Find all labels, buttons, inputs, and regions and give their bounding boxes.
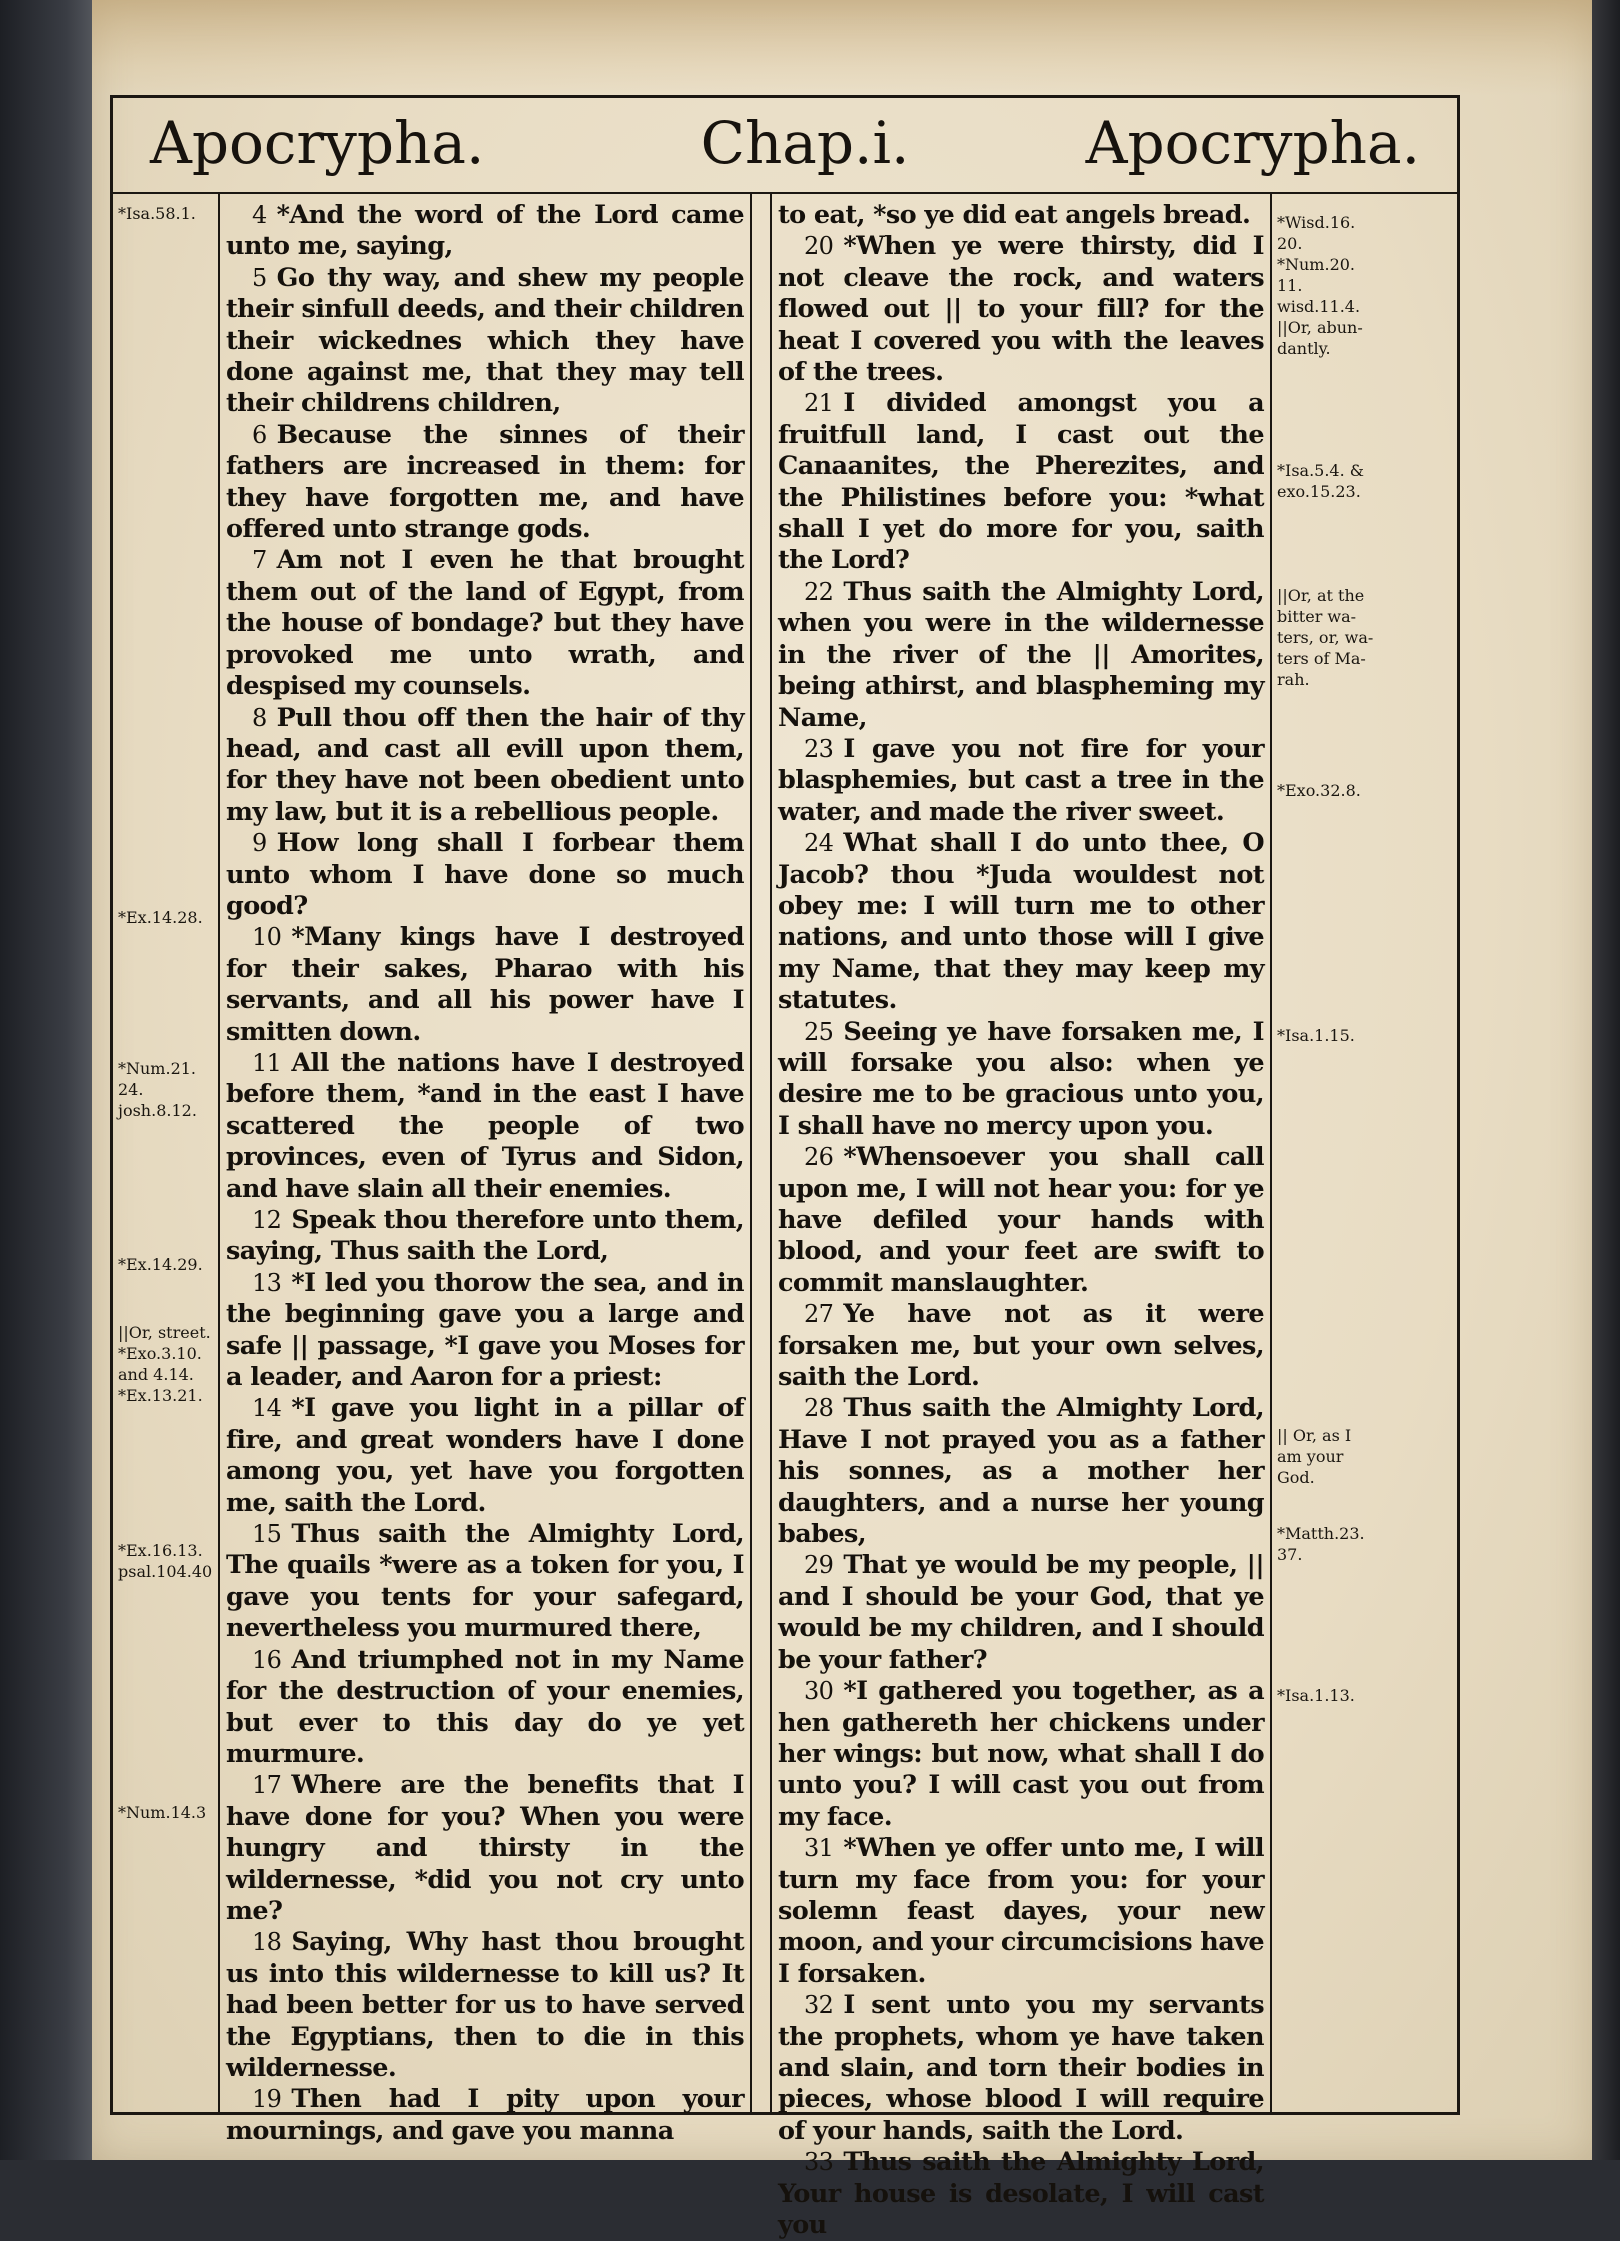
verse-number: 25	[804, 1017, 834, 1046]
verse-text: Because the sinnes of their fathers are increased in them: for they have forgotten me, and have offered unto strange gods.	[226, 419, 744, 545]
verse	[226, 1268, 744, 1394]
verse-text: Thus saith the Almighty Lord, The quails *were as a token for you, I gave you tents for your safegard, nevertheless you murmured there,	[226, 1519, 744, 1644]
verse-number: 11	[252, 1048, 282, 1077]
verse-number: 4	[252, 201, 267, 229]
verse	[226, 1205, 744, 1268]
verse-text: Saying, Why hast thou brought us into this wildernesse to kill us? It had been better for us to have served the Egyptians, then to die in this wildernesse.	[226, 1927, 744, 2083]
margin-note: *Ex.14.28.	[118, 908, 203, 927]
verse-text: Am not I even he that brought them out of the land of Egypt, from the house of bondage? but they have provoked me unto wrath, and despised my counsels.	[226, 545, 744, 702]
verse-number: 31	[804, 1834, 834, 1863]
water-stain	[92, 0, 1592, 95]
verse	[778, 1142, 1264, 1299]
verse-number: 22	[804, 577, 834, 606]
margin-note: *Exo.32.8.	[1277, 781, 1361, 800]
verse	[778, 1393, 1264, 1550]
verse-continuation	[778, 200, 1264, 231]
verse	[226, 2084, 744, 2147]
margin-note: *Ex.14.29.	[118, 1255, 203, 1274]
verse	[778, 1017, 1264, 1143]
margin-note: *Wisd.16. 20. *Num.20. 11. wisd.11.4. ||Or, abun- dantly.	[1277, 213, 1363, 358]
right-margin-rule	[1270, 192, 1272, 2112]
verse-number: 19	[252, 2085, 282, 2114]
margin-note: *Isa.1.13.	[1277, 1686, 1355, 1705]
verse-number: 12	[252, 1206, 282, 1234]
verse-number: 16	[252, 1645, 282, 1674]
margin-note: || Or, as I am your God.	[1277, 1426, 1352, 1487]
verse	[778, 734, 1264, 828]
verse-number: 24	[804, 829, 834, 858]
verse	[226, 545, 744, 702]
verse	[226, 420, 744, 546]
verse-number: 29	[804, 1551, 834, 1580]
verse	[226, 1770, 744, 1927]
margin-note: *Ex.16.13. psal.104.40	[118, 1541, 213, 1581]
verse	[778, 388, 1264, 576]
verse-text: *Whensoever you shall call upon me, I will not hear you: for ye have defiled your hands with blood, and your feet are swift to commit manslaughter.	[778, 1142, 1264, 1298]
verse-text: I divided amongst you a fruitfull land, I cast out the Canaanites, the Pherezites, and the Philistines before you: *what shall I yet do more for you, saith the Lord?	[778, 388, 1264, 576]
verse	[778, 1990, 1264, 2147]
verse	[226, 1927, 744, 2084]
verse-text: *When ye offer unto me, I will turn my face from you: for your solemn feast dayes, your new moon, and your circumcisions have I forsaken.	[778, 1833, 1264, 1989]
text-column-right	[778, 200, 1264, 2240]
verse-text: I sent unto you my servants the prophets, whom ye have taken and slain, and torn their bodies in pieces, whose blood I will require of your hands, saith the Lord.	[778, 1990, 1264, 2146]
verse-text: Thus saith the Almighty Lord, when you were in the wildernesse in the river of the || Amorites, being athirst, and blaspheming my Name,	[778, 576, 1264, 733]
verse-number: 9	[252, 829, 267, 858]
verse-text: Go thy way, and shew my people their sinfull deeds, and their children their wickednes which they have done against me, that they may tell their childrens children,	[226, 262, 744, 419]
verse-text: Speak thou therefore unto them, saying, Thus saith the Lord,	[226, 1205, 744, 1267]
margin-note: *Num.14.3	[118, 1803, 207, 1822]
verse-text: *And the word of the Lord came unto me, saying,	[226, 200, 744, 262]
verse-number: 27	[804, 1300, 834, 1329]
verse-text: Where are the benefits that I have done for you? When you were hungry and thirsty in the wildernesse, *did you not cry unto me?	[226, 1770, 744, 1926]
margin-note: *Isa.5.4. & exo.15.23.	[1277, 461, 1365, 501]
verse-number: 13	[252, 1268, 282, 1297]
center-rule-right	[770, 192, 772, 2112]
margin-note: *Isa.1.15.	[1277, 1026, 1355, 1045]
verse-text: Ye have not as it were forsaken me, but your own selves, saith the Lord.	[778, 1299, 1264, 1393]
verse	[226, 1393, 744, 1519]
verse	[226, 1048, 744, 1205]
verse	[778, 828, 1264, 1016]
verse-text: I gave you not fire for your blasphemies, but cast a tree in the water, and made the river sweet.	[778, 733, 1264, 827]
margin-note: ||Or, street. *Exo.3.10. and 4.14. *Ex.13.21.	[118, 1323, 211, 1405]
verse	[778, 577, 1264, 734]
verse-number: 15	[252, 1520, 282, 1549]
verse	[226, 828, 744, 922]
verse-number: 21	[804, 389, 834, 418]
verse	[226, 1645, 744, 1771]
verse-number: 33	[804, 2148, 834, 2177]
verse-number: 23	[804, 734, 834, 763]
center-rule-left	[750, 192, 752, 2112]
verse-text: *I gathered you together, as a hen gathereth her chickens under her wings: but now, what shall I do unto you? I will cast you out from my face.	[778, 1676, 1264, 1832]
margin-note: *Matth.23. 37.	[1277, 1524, 1365, 1564]
verse-text: That ye would be my people, || and I should be your God, that ye would be my children, and I should be your father?	[778, 1550, 1264, 1675]
verse-number: 17	[252, 1771, 282, 1800]
verse-text: *I led you thorow the sea, and in the beginning gave you a large and safe || passage, *I gave you Moses for a leader, and Aaron for a priest:	[226, 1267, 744, 1393]
verse-number: 14	[252, 1394, 282, 1423]
verse-number: 10	[252, 923, 282, 952]
header-rule	[113, 192, 1457, 194]
running-head-left: Apocrypha.	[150, 109, 485, 177]
margin-note: *Isa.58.1.	[118, 204, 196, 223]
verse-text: Then had I pity upon your mournings, and gave you manna	[226, 2084, 744, 2146]
verse	[226, 200, 744, 263]
verse-text: Thus saith the Almighty Lord, Have I not prayed you as a father his sonnes, as a mother her daughters, and a nurse her young babes,	[778, 1393, 1264, 1550]
verse	[778, 1299, 1264, 1393]
desk-surface-left	[0, 0, 95, 2160]
left-margin-rule	[218, 192, 220, 2112]
verse	[778, 1676, 1264, 1833]
verse-text: All the nations have I destroyed before them, *and in the east I have scattered the people of two provinces, even of Tyrus and Sidon, and have slain all their enemies.	[226, 1047, 744, 1204]
verse-text: What shall I do unto thee, O Jacob? thou *Juda wouldest not obey me: I will turn me to other nations, and unto those will I give my Name, that they may keep my statutes.	[778, 828, 1264, 1016]
verse	[778, 1833, 1264, 1990]
verse	[226, 263, 744, 420]
verse-text: to eat, *so ye did eat angels bread.	[778, 200, 1251, 230]
verse-number: 8	[252, 703, 267, 732]
verse-number: 6	[252, 420, 267, 449]
margin-note: ||Or, at the bitter wa- ters, or, wa- ters of Ma- rah.	[1277, 586, 1374, 689]
verse	[226, 922, 744, 1048]
running-head-chapter: Chap.i.	[700, 109, 910, 177]
verse-number: 5	[252, 263, 267, 292]
verse-text: *I gave you light in a pillar of fire, and great wonders have I done among you, yet have you forgotten me, saith the Lord.	[226, 1393, 744, 1518]
verse	[778, 231, 1264, 388]
verse-number: 18	[252, 1928, 282, 1957]
verse-number: 28	[804, 1394, 834, 1423]
verse-number: 30	[804, 1677, 834, 1706]
verse-number: 7	[252, 546, 267, 575]
verse-text: Seeing ye have forsaken me, I will forsake you also: when ye desire me to be gracious unto you, I shall have no mercy upon you.	[778, 1016, 1264, 1141]
verse-text: And triumphed not in my Name for the destruction of your enemies, but ever to this day do ye yet murmure.	[226, 1644, 744, 1769]
verse	[778, 2147, 1264, 2241]
verse-text: *Many kings have I destroyed for their sakes, Pharao with his servants, and all his power have I smitten down.	[226, 922, 744, 1047]
verse	[226, 703, 744, 829]
desk-surface-right	[1588, 0, 1620, 2160]
verse-number: 20	[804, 232, 834, 261]
verse-number: 26	[804, 1143, 834, 1172]
verse-text: How long shall I forbear them unto whom I have done so much good?	[226, 828, 744, 921]
verse-text: Pull thou off then the hair of thy head, and cast all evill upon them, for they have not been obedient unto my law, but it is a rebellious people.	[226, 702, 744, 827]
running-head-right: Apocrypha.	[1085, 109, 1420, 177]
margin-note: *Num.21. 24. josh.8.12.	[118, 1059, 197, 1120]
verse-text: Thus saith the Almighty Lord, Your house is desolate, I will cast you	[778, 2147, 1264, 2240]
verse	[226, 1519, 744, 1645]
verse-text: *When ye were thirsty, did I not cleave the rock, and waters flowed out || to your fill? for the heat I covered you with the leaves of the trees.	[778, 231, 1264, 388]
verse-number: 32	[804, 1991, 834, 2020]
text-column-left	[226, 200, 744, 2146]
verse	[778, 1550, 1264, 1676]
